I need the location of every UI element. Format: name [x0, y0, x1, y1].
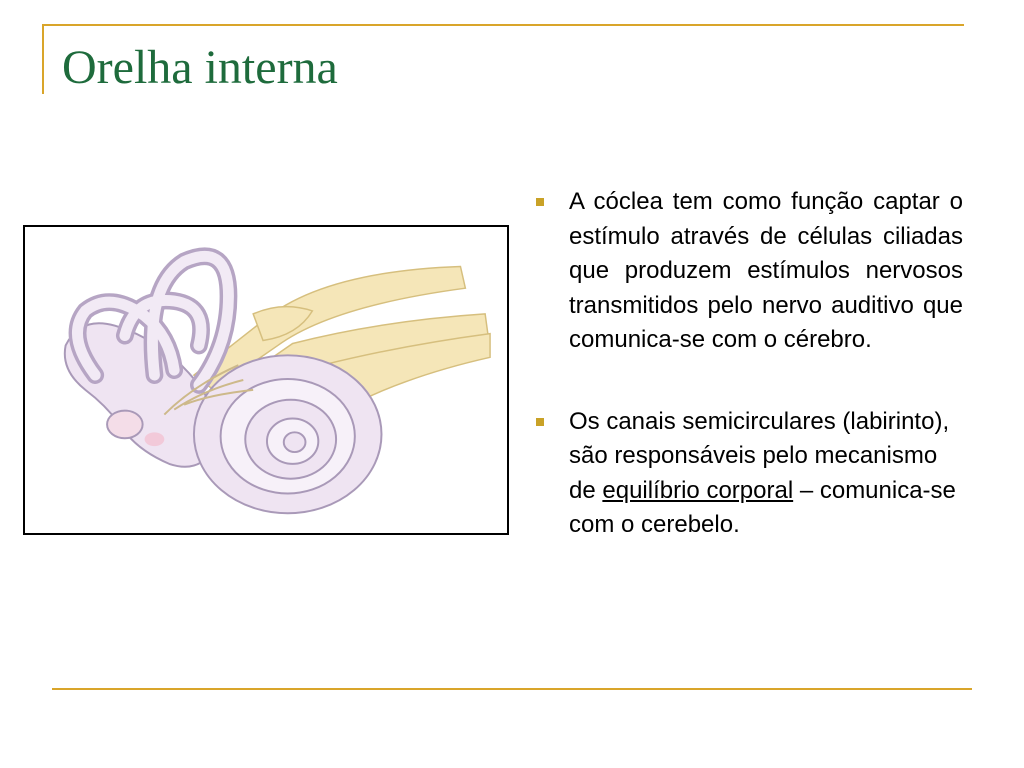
cochlea	[194, 355, 382, 513]
top-rule	[42, 24, 964, 26]
bullet-cochlea	[536, 185, 963, 358]
left-rule	[42, 24, 44, 94]
bullet-text-before: Os canais semicirculares (labirinto), são responsáveis pelo mecanismo de	[569, 407, 950, 504]
slide-title: Orelha interna	[62, 41, 338, 94]
bullet-semicircular-canals	[536, 405, 963, 543]
bullet-list	[536, 185, 963, 543]
bullet-text: A cóclea tem como função captar o estímulo através de células ciliadas que produzem estímulos nervosos transmitidos pelo nervo auditivo que comunica-se com o cérebro.	[569, 188, 963, 353]
equilibrio-corporal-link[interactable]: equilíbrio corporal	[602, 476, 794, 504]
bullet-text-after: – comunica-se com o cerebelo.	[569, 476, 956, 538]
bullet-marker	[536, 418, 544, 426]
footer-rule	[52, 688, 972, 690]
bullet-text	[569, 405, 963, 543]
bullet-marker	[536, 198, 544, 206]
inner-ear-illustration	[23, 225, 509, 535]
